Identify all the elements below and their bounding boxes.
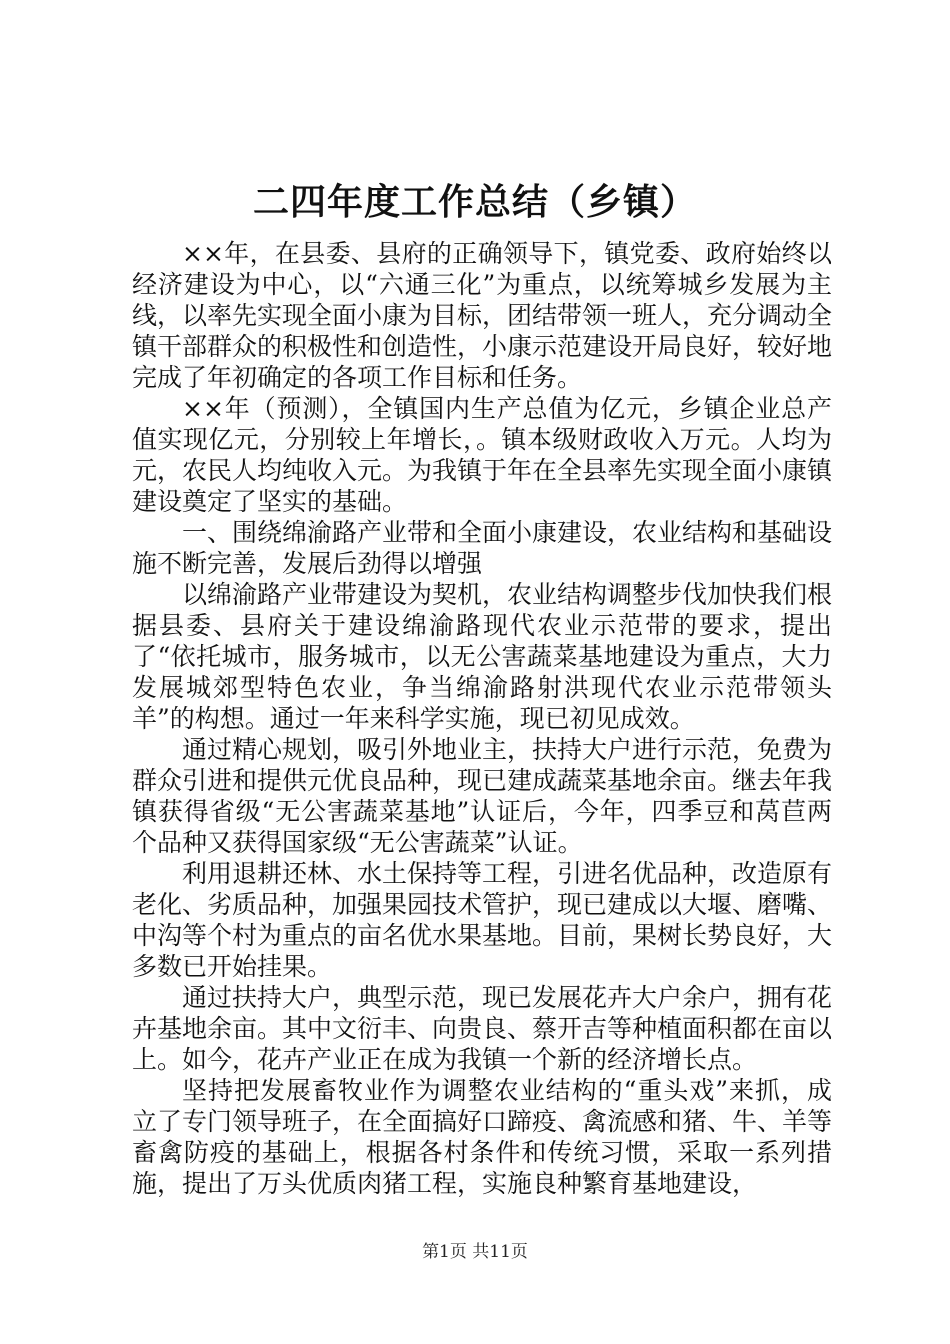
document-title: 二四年度工作总结（乡镇） <box>252 181 697 223</box>
paragraph-industry-belt: 以绵渝路产业带建设为契机，农业结构调整步伐加快我们根据县委、县府关于建设绵渝路现代农业示范带的要求，提出了“依托城市，服务城市，以无公害蔬菜基地建设为重点，大力发展城郊型特色农业，争当绵渝路射洪现代农业示范带领头羊”的构想。通过一年来科学实施，现已初见成效。 <box>132 580 833 733</box>
paragraph-livestock: 坚持把发展畜牧业作为调整农业结构的“重头戏”来抓，成立了专门领导班子，在全面搞好口蹄疫、禽流感和猪、牛、羊等畜禽防疫的基础上，根据各村条件和传统习惯，采取一系列措施，提出了万头优质肉猪工程，实施良种繁育基地建设， <box>132 1076 833 1198</box>
paragraph-flower-industry: 通过扶持大户，典型示范，现已发展花卉大户余户，拥有花卉基地余亩。其中文衍丰、向贵良、蔡开吉等种植面积都在亩以上。如今，花卉产业正在成为我镇一个新的经济增长点。 <box>132 983 833 1074</box>
paragraph-forecast: ××年（预测），全镇国内生产总值为亿元，乡镇企业总产值实现亿元，分别较上年增长，。镇本级财政收入万元。人均为元，农民人均纯收入元。为我镇于年在全县率先实现全面小康镇建设奠定了坚实的基础。 <box>132 394 833 516</box>
paragraph-intro: ××年，在县委、县府的正确领导下，镇党委、政府始终以经济建设为中心，以“六通三化”为重点，以统筹城乡发展为主线，以率先实现全面小康为目标，团结带领一班人，充分调动全镇干部群众的积极性和创造性，小康示范建设开局良好，较好地完成了年初确定的各项工作目标和任务。 <box>132 239 833 392</box>
paragraph-fruit-base: 利用退耕还林、水土保持等工程，引进名优品种，改造原有老化、劣质品种，加强果园技术管护，现已建成以大堰、磨嘴、中沟等个村为重点的亩名优水果基地。目前，果树长势良好，大多数已开始挂果。 <box>132 859 833 981</box>
document-body <box>132 238 832 1199</box>
section-heading-1: 一、围绕绵渝路产业带和全面小康建设，农业结构和基础设施不断完善，发展后劲得以增强 <box>132 518 833 578</box>
paragraph-vegetable-base: 通过精心规划，吸引外地业主，扶持大户进行示范，免费为群众引进和提供元优良品种，现已建成蔬菜基地余亩。继去年我镇获得省级“无公害蔬菜基地”认证后，今年，四季豆和莴苣两个品种又获得国家级“无公害蔬菜”认证。 <box>132 735 833 857</box>
page-number-footer: 第1页 共11页 <box>422 1242 528 1262</box>
